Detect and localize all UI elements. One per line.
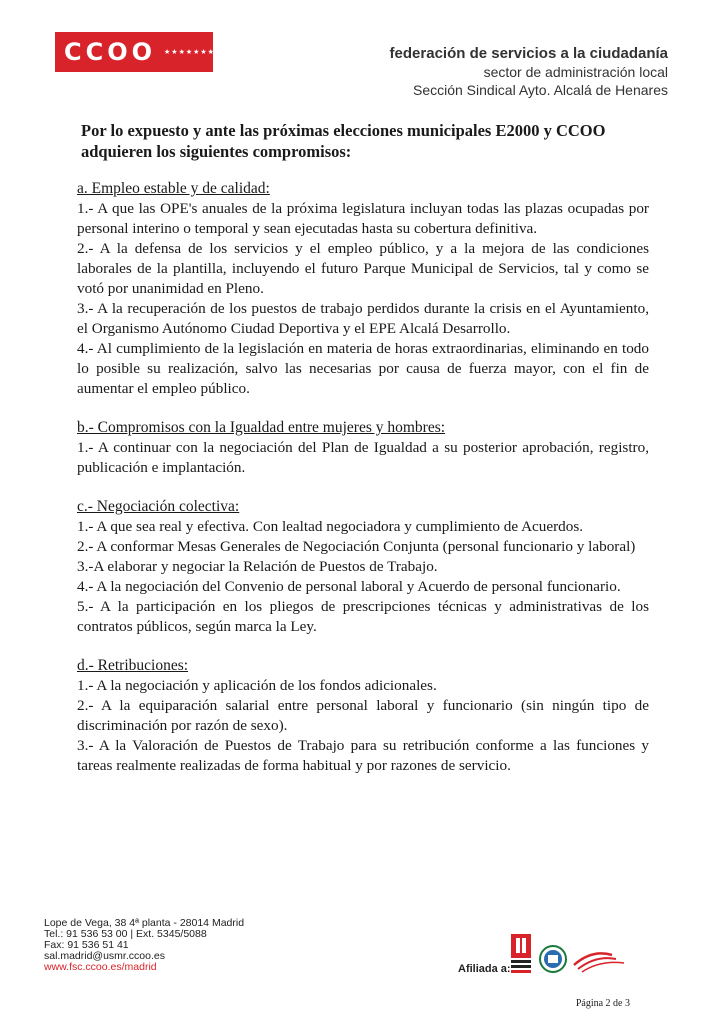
list-item: 3.- A la recuperación de los puestos de trabajo perdidos durante la crisis en el Ayuntamiento, el Organismo Autónomo Ciudad Deportiva y el EPE Alcalá Desarrollo. (77, 300, 649, 337)
list-item: 5.- A la participación en los pliegos de prescripciones técnicas y administrativas de los contratos públicos, según marca la Ley. (77, 598, 649, 635)
section-title: a. Empleo estable y de calidad: (77, 180, 270, 197)
section-b (77, 418, 649, 478)
list-item: 1.- A continuar con la negociación del Plan de Igualdad a su posterior aprobación, registro, publicación e implantación. (77, 439, 649, 476)
logo-text: CCOO (64, 38, 157, 66)
letterhead (390, 44, 668, 99)
list-item: 1.- A que sea real y efectiva. Con lealtad negociadora y cumplimiento de Acuerdos. (77, 518, 584, 535)
list-item: 2.- A conformar Mesas Generales de Negociación Conjunta (personal funcionario y laboral) (77, 538, 636, 555)
footer-contact (44, 918, 244, 973)
list-item: 2.- A la defensa de los servicios y el empleo público, y a la mejora de las condiciones laborales de la plantilla, incluyendo el futuro Parque Municipal de Servicios, tal y como se votó por unanimidad en Pleno. (77, 240, 649, 297)
list-item: 1.- A que las OPE's anuales de la próxima legislatura incluyan todas las plazas ocupadas por personal interino o temporal y sean ejecutadas hasta su cobertura definitiva. (77, 200, 649, 237)
list-item: 2.- A la equiparación salarial entre personal laboral y funcionario (sin ningún tipo de discriminación por razón de sexo). (77, 697, 649, 734)
footer-web: www.fsc.ccoo.es/madrid (44, 961, 157, 973)
footer-email: sal.madrid@usmr.ccoo.es (44, 950, 165, 962)
document-body (77, 120, 649, 795)
section-c (77, 497, 649, 637)
section-name: Sección Sindical Ayto. Alcalá de Henares (412, 82, 668, 98)
sector-name: sector de administración local (483, 64, 668, 80)
section-d (77, 656, 649, 776)
section-title: d.- Retribuciones: (77, 657, 189, 674)
list-item: 3.-A elaborar y negociar la Relación de Puestos de Trabajo. (77, 558, 438, 575)
section-title: b.- Compromisos con la Igualdad entre mujeres y hombres: (77, 419, 446, 436)
section-a (77, 179, 649, 399)
section-title: c.- Negociación colectiva: (77, 498, 240, 515)
affiliation-label: Afiliada a: (458, 963, 511, 975)
federation-name: federación de servicios a la ciudadanía (389, 45, 668, 62)
list-item: 3.- A la Valoración de Puestos de Trabajo para su retribución conforme a las funciones y tareas realmente realizadas de forma habitual y por razones de servicio. (77, 737, 649, 774)
intro-paragraph: Por lo expuesto y ante las próximas elecciones municipales E2000 y CCOO adquieren los siguientes compromisos: (81, 121, 606, 161)
list-item: 4.- Al cumplimiento de la legislación en materia de horas extraordinarias, eliminando en todo lo posible su realización, salvo las necesarias por causa de fuerza mayor, con el fin de aumentar el empleo público. (77, 340, 649, 397)
list-item: 1.- A la negociación y aplicación de los fondos adicionales. (77, 677, 437, 694)
footer-fax: Fax: 91 536 51 41 (44, 939, 129, 951)
logo-stars: ★★★★★★★ (164, 48, 215, 56)
itf-logo (538, 944, 568, 974)
footer-tel: Tel.: 91 536 53 00 | Ext. 5345/5088 (44, 928, 207, 940)
footer-address: Lope de Vega, 38 4ª planta - 28014 Madrid (44, 917, 245, 929)
uni-global-union-logo (508, 932, 534, 974)
epsu-logo (572, 945, 628, 973)
list-item: 4.- A la negociación del Convenio de personal laboral y Acuerdo de personal funcionario. (77, 578, 621, 595)
ccoo-logo (55, 32, 213, 72)
page-number: Página 2 de 3 (575, 998, 630, 1009)
